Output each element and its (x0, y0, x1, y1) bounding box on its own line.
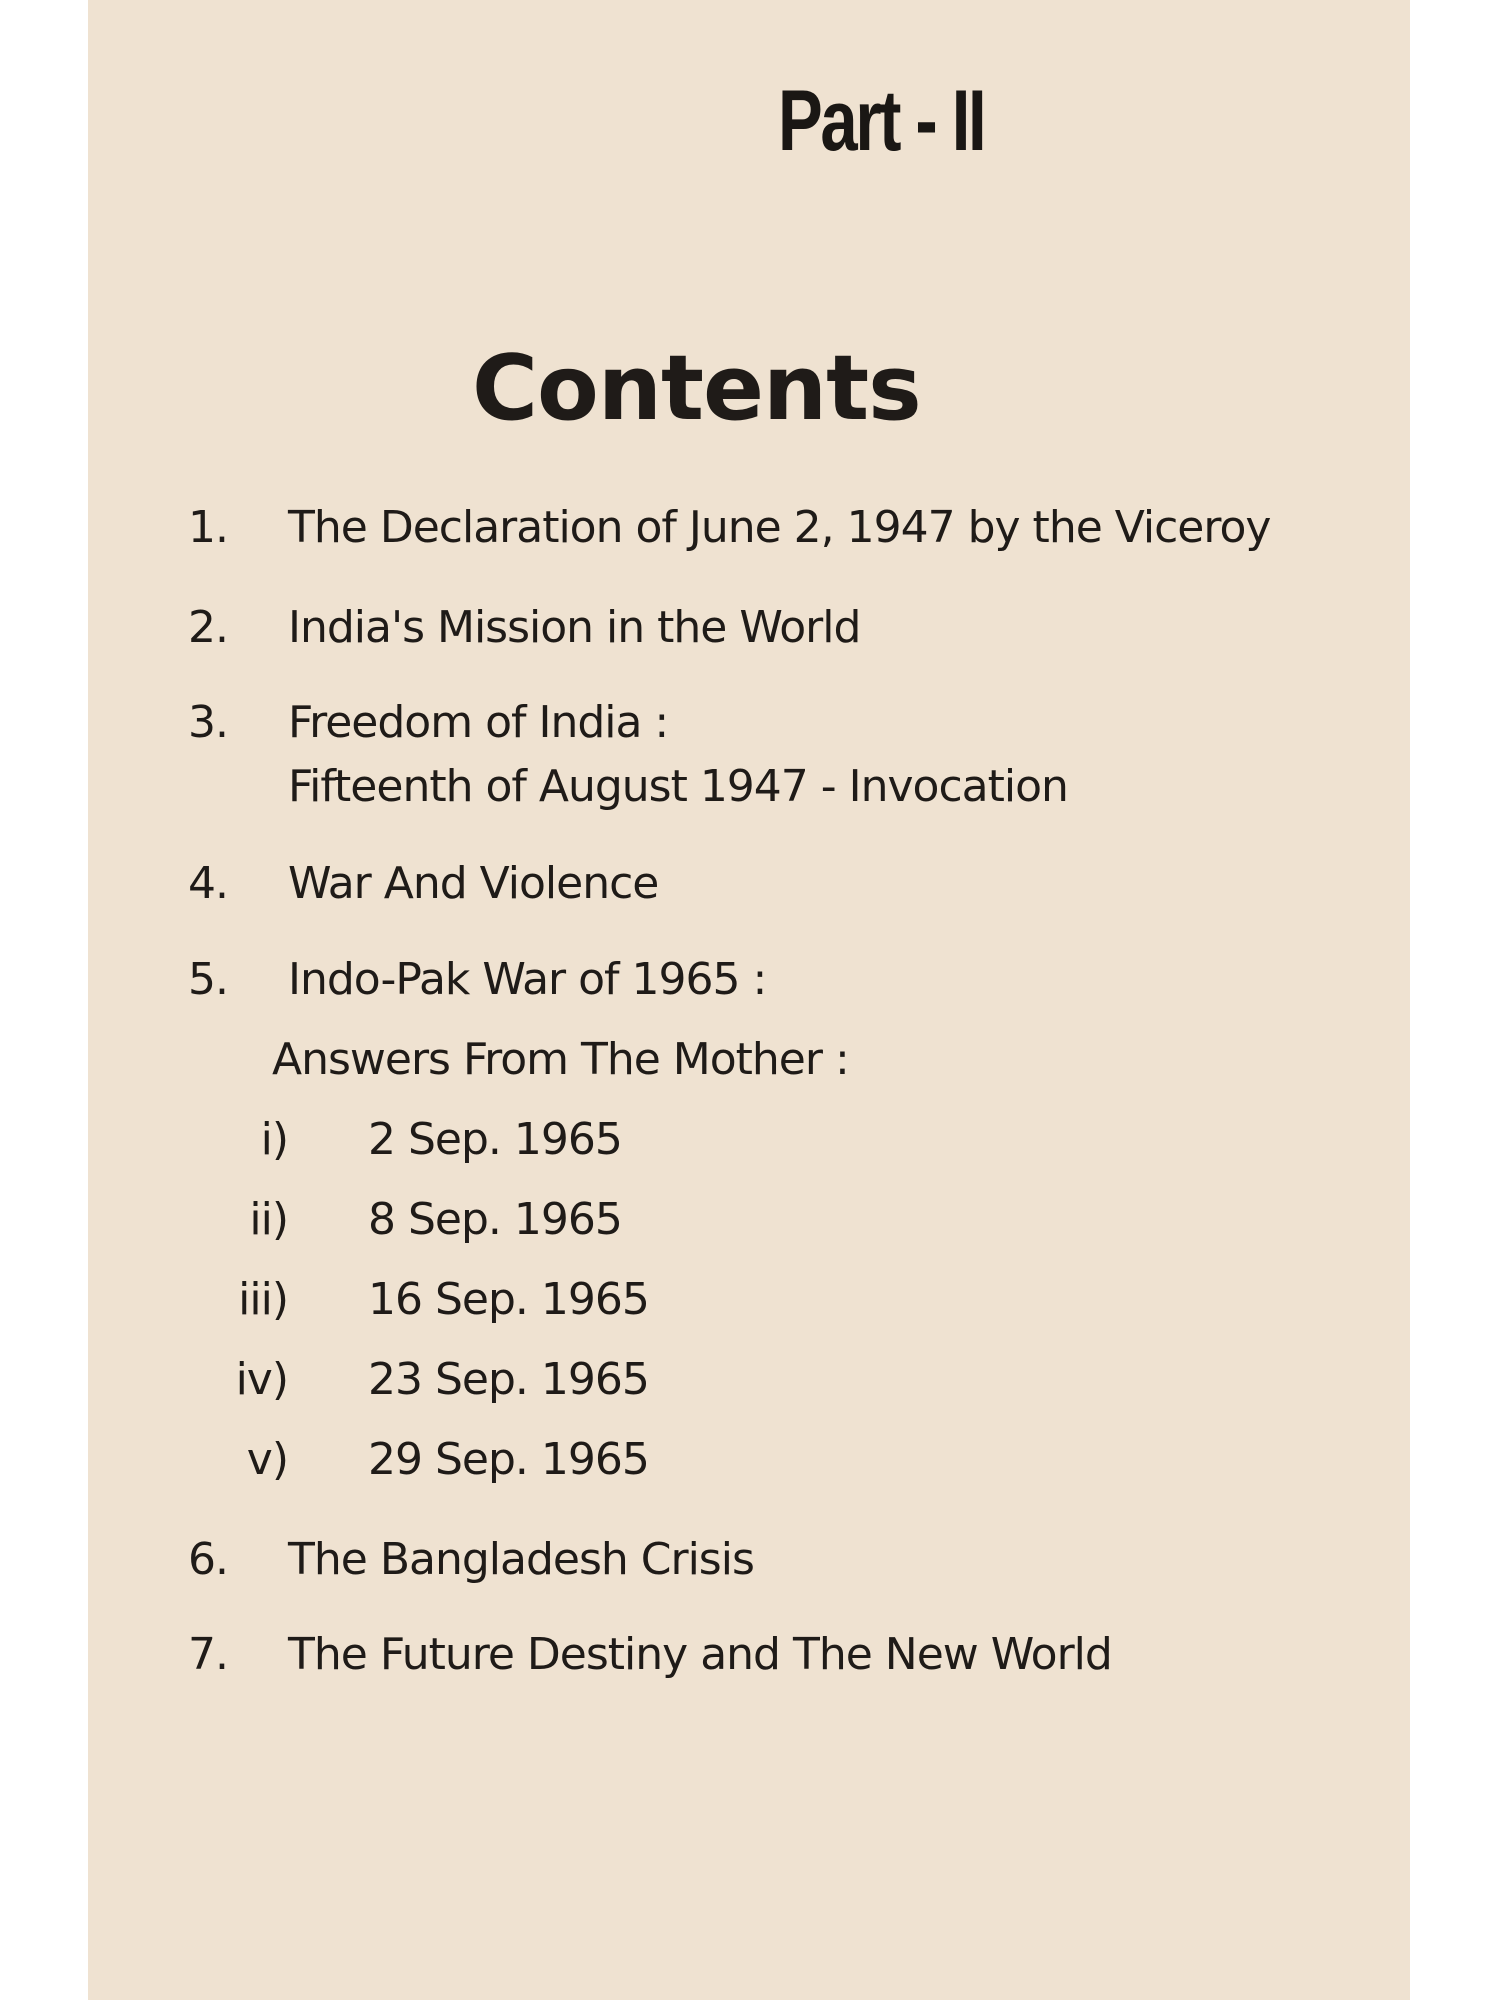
book-page (88, 0, 1410, 2000)
contents-heading: Contents (472, 336, 921, 441)
toc-item-number: 5. (188, 954, 228, 1005)
toc-item-number: 3. (188, 697, 228, 748)
toc-subitem-date: 8 Sep. 1965 (368, 1194, 622, 1245)
toc-item-title: The Declaration of June 2, 1947 by the Viceroy (288, 502, 1271, 553)
toc-subheading-text: Answers From The Mother : (272, 1034, 849, 1085)
toc-item-number: 6. (188, 1534, 228, 1585)
part-title: Part - II (778, 73, 985, 169)
toc-item-title: Indo-Pak War of 1965 : (288, 954, 767, 1005)
toc-item-number: 2. (188, 602, 228, 653)
toc-subitem-label: iv) (235, 1354, 288, 1405)
toc-item-number: 4. (188, 858, 228, 909)
toc-item-title: India's Mission in the World (288, 602, 861, 653)
toc-subitem-date: 16 Sep. 1965 (368, 1274, 649, 1325)
toc-subitem-date: 29 Sep. 1965 (368, 1434, 649, 1485)
toc-item-title: The Future Destiny and The New World (288, 1629, 1112, 1680)
toc-item-number: 7. (188, 1629, 228, 1680)
toc-item-title: Freedom of India : (288, 697, 669, 748)
table-of-contents (88, 0, 1410, 2000)
toc-subitem-label: i) (260, 1114, 288, 1165)
toc-item-title: War And Violence (288, 858, 659, 909)
toc-subitem-label: ii) (249, 1194, 288, 1245)
toc-subitem-date: 23 Sep. 1965 (368, 1354, 649, 1405)
toc-item-title: The Bangladesh Crisis (288, 1534, 754, 1585)
toc-item-title-line2: Fifteenth of August 1947 - Invocation (288, 761, 1068, 812)
toc-subitem-label: iii) (238, 1274, 288, 1325)
toc-item-number: 1. (188, 502, 228, 553)
toc-subitem-date: 2 Sep. 1965 (368, 1114, 622, 1165)
toc-subitem-label: v) (246, 1434, 288, 1485)
